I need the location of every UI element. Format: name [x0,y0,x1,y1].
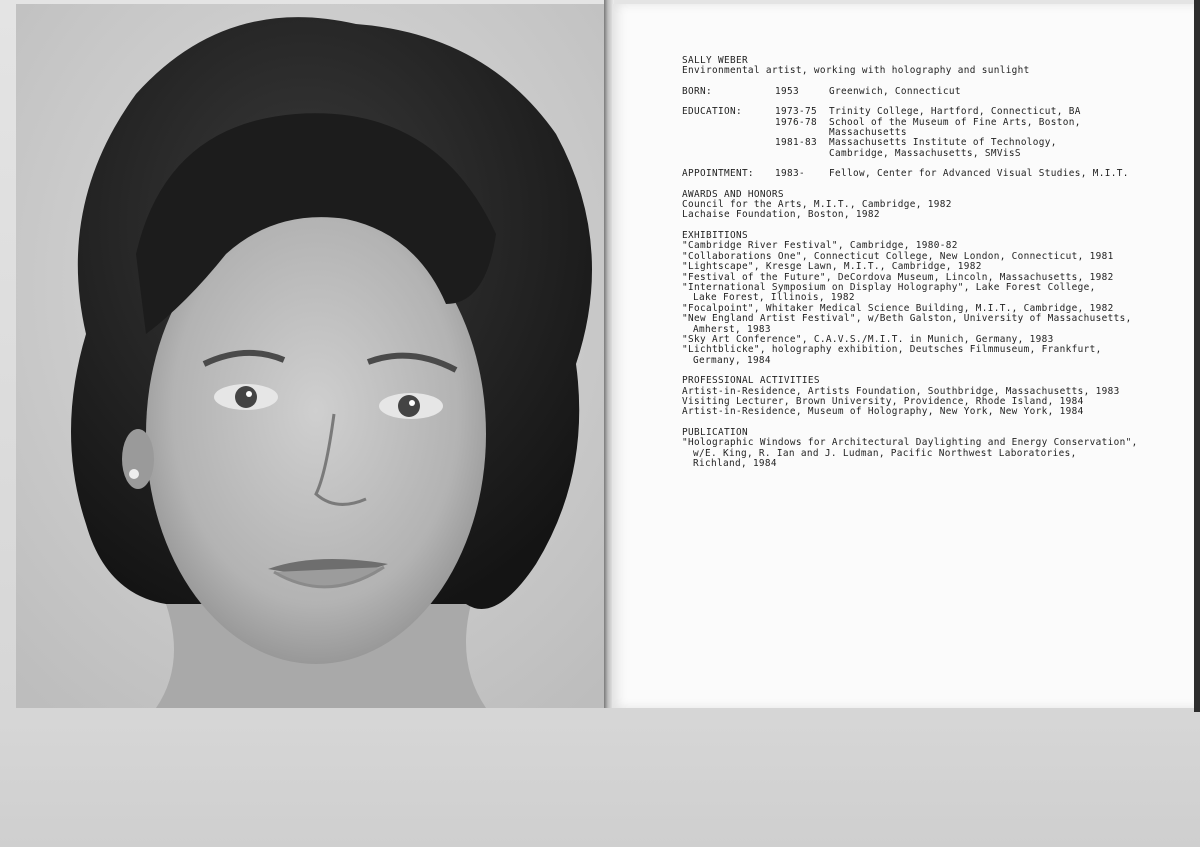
portrait-photo [16,4,608,708]
professional-item: Artist-in-Residence, Artists Foundation, Southbridge, Massachusetts, 1983 [682,385,1120,397]
resume-text [682,56,1182,469]
exhibitions-heading: EXHIBITIONS [682,229,748,241]
exhibition-item-cont: Lake Forest, Illinois, 1982 [693,292,855,304]
education-label: EDUCATION: [682,106,742,118]
education-years: 1976-78 [775,116,817,128]
education-text: Trinity College, Hartford, Connecticut, BA [829,106,1081,118]
exhibition-item: "Collaborations One", Connecticut College, New London, Connecticut, 1981 [682,250,1114,262]
exhibition-item-cont: Amherst, 1983 [693,323,771,335]
education-text: Massachusetts Institute of Technology, [829,137,1057,149]
page-edge [1194,0,1200,712]
artist-name: SALLY WEBER [682,55,748,66]
professional-item: Visiting Lecturer, Brown University, Providence, Rhode Island, 1984 [682,395,1084,407]
education-years: 1973-75 [775,106,817,118]
professional-heading: PROFESSIONAL ACTIVITIES [682,375,820,387]
born-place: Greenwich, Connecticut [829,85,961,97]
education-row-2 [682,118,1182,128]
exhibition-item: "Sky Art Conference", C.A.V.S./M.I.T. in Munich, Germany, 1983 [682,333,1054,345]
exhibition-item: "Cambridge River Festival", Cambridge, 1980-82 [682,240,958,252]
exhibition-item: "Lightscape", Kresge Lawn, M.I.T., Cambridge, 1982 [682,261,982,273]
born-row [682,87,1182,97]
artist-tagline: Environmental artist, working with holography and sunlight [682,65,1030,77]
appointment-label: APPOINTMENT: [682,168,754,180]
publication-line: w/E. King, R. Ian and J. Ludman, Pacific Northwest Laboratories, [693,447,1077,459]
publication-line: "Holographic Windows for Architectural Daylighting and Energy Conservation", [682,437,1138,449]
education-row-3-cont [682,149,1182,159]
exhibition-item-cont: Germany, 1984 [693,354,771,366]
exhibition-item: "New England Artist Festival", w/Beth Galston, University of Massachusetts, [682,313,1132,325]
appointment-text: Fellow, Center for Advanced Visual Studies, M.I.T. [829,168,1129,180]
born-year: 1953 [775,85,799,97]
exhibition-item: "Lichtblicke", holography exhibition, Deutsches Filmmuseum, Frankfurt, [682,344,1102,356]
publication-heading: PUBLICATION [682,426,748,438]
professional-item: Artist-in-Residence, Museum of Holography, New York, New York, 1984 [682,406,1084,418]
portrait-page [16,4,608,708]
exhibition-item: "Focalpoint", Whitaker Medical Science Building, M.I.T., Cambridge, 1982 [682,302,1114,314]
exhibition-item: "International Symposium on Display Holography", Lake Forest College, [682,281,1096,293]
education-text: School of the Museum of Fine Arts, Boston, [829,116,1081,128]
awards-item: Lachaise Foundation, Boston, 1982 [682,209,880,221]
born-label: BORN: [682,85,712,97]
publication-line: Richland, 1984 [693,458,777,469]
education-text: Massachusetts [829,127,907,139]
appointment-year: 1983- [775,168,805,180]
appointment-row [682,169,1182,179]
education-text: Cambridge, Massachusetts, SMVisS [829,147,1021,159]
education-years: 1981-83 [775,137,817,149]
awards-heading: AWARDS AND HONORS [682,188,784,200]
awards-item: Council for the Arts, M.I.T., Cambridge, 1982 [682,199,952,211]
exhibition-item: "Festival of the Future", DeCordova Museum, Lincoln, Massachusetts, 1982 [682,271,1114,283]
